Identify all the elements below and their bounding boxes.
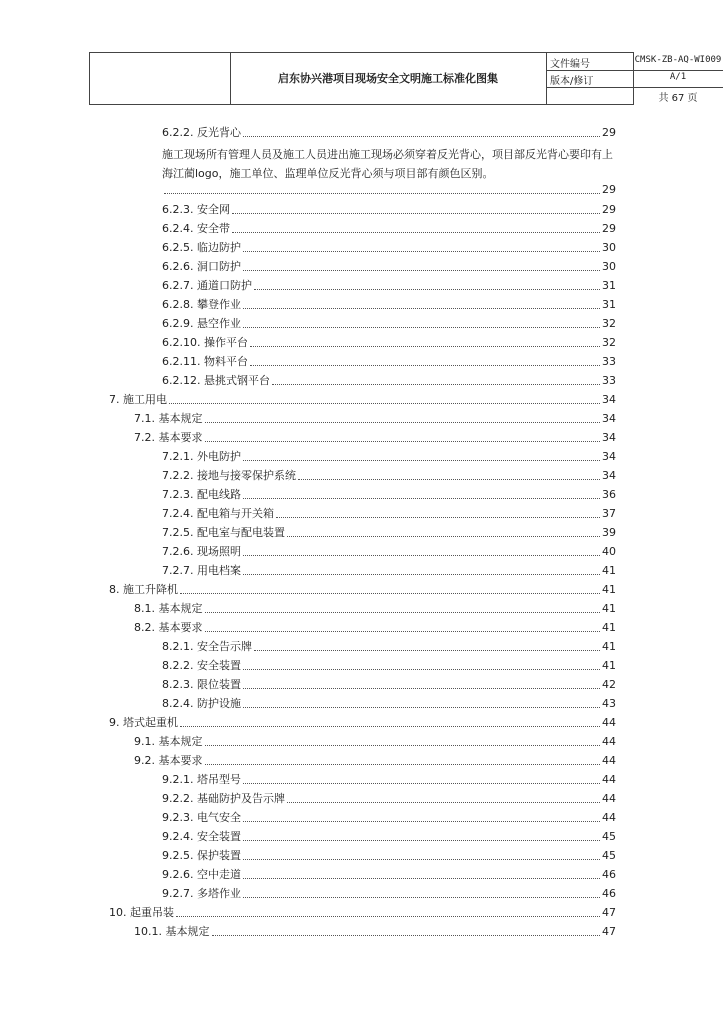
toc-dot-leader [176,915,600,917]
logo-cell [90,53,231,104]
toc-entry-title: 7.2.3. 配电线路 [162,488,241,501]
toc-entry-title: 6.2.8. 攀登作业 [162,298,241,311]
toc-entry[interactable] [134,410,616,426]
toc-entry-title: 7.2.1. 外电防护 [162,450,241,463]
toc-entry[interactable] [162,181,616,197]
toc-entry[interactable] [162,771,616,787]
toc-entry[interactable] [162,296,616,312]
toc-entry[interactable] [162,448,616,464]
toc-dot-leader [243,782,600,784]
toc-entry[interactable] [162,372,616,388]
toc-page-number: 29 [602,183,616,196]
version-row [546,70,723,88]
toc-entry-title: 6.2.9. 悬空作业 [162,317,241,330]
toc-dot-leader [205,440,601,442]
toc-page-number: 47 [602,906,616,919]
document-title: 启东协兴港项目现场安全文明施工标准化图集 [278,71,498,85]
toc-page-number: 46 [602,887,616,900]
title-cell [230,53,547,104]
toc-entry-title: 10.1. 基本规定 [134,925,210,938]
toc-entry-title: 6.2.3. 安全网 [162,203,230,216]
toc-page-number: 45 [602,849,616,862]
toc-entry[interactable] [162,676,616,692]
toc-entry-title: 8.2.4. 防护设施 [162,697,241,710]
toc-entry-title: 7.2.6. 现场照明 [162,545,241,558]
toc-entry-title: 7.2.7. 用电档案 [162,564,241,577]
toc-entry-title: 7. 施工用电 [109,393,167,406]
toc-entry[interactable] [162,657,616,673]
toc-entry[interactable] [162,695,616,711]
toc-dot-leader [232,231,600,233]
toc-entry-title: 9.1. 基本规定 [134,735,203,748]
toc-entry-title: 9.2.4. 安全装置 [162,830,241,843]
doc-number-label: 文件编号 [550,59,590,70]
toc-page-number: 32 [602,336,616,349]
toc-dot-leader [287,535,600,537]
toc-page-number: 42 [602,678,616,691]
toc-entry-title: 8.2. 基本要求 [134,621,203,634]
meta-table [546,53,723,104]
toc-page-number: 31 [602,298,616,311]
toc-entry-title: 6.2.7. 通道口防护 [162,279,252,292]
toc-dot-leader [243,497,600,499]
toc-page-number: 45 [602,830,616,843]
toc-dot-leader [243,459,600,461]
toc-entry-title: 9.2.5. 保护装置 [162,849,241,862]
toc-entry-title: 8.2.1. 安全告示牌 [162,640,252,653]
toc-dot-leader [212,934,601,936]
toc-entry-title: 6.2.4. 安全带 [162,222,230,235]
toc-entry-title: 9.2.2. 基础防护及告示牌 [162,792,285,805]
toc-entry[interactable] [162,467,616,483]
toc-entry-title: 9.2.1. 塔吊型号 [162,773,241,786]
toc-page-number: 34 [602,469,616,482]
toc-page-number: 33 [602,355,616,368]
toc-page-number: 41 [602,564,616,577]
toc-entry[interactable] [162,790,616,806]
toc-page-number: 36 [602,488,616,501]
toc-entry[interactable] [162,486,616,502]
toc-entry[interactable] [162,562,616,578]
toc-entry[interactable] [162,315,616,331]
toc-dot-leader [243,706,600,708]
toc-entry[interactable] [162,124,616,140]
toc-entry[interactable] [162,866,616,882]
toc-entry[interactable] [162,353,616,369]
toc-page-number: 41 [602,659,616,672]
doc-number-value: CMSK-ZB-AQ-WI009 [634,55,722,65]
toc-entry-title: 7.2.4. 配电箱与开关箱 [162,507,274,520]
toc-page-number: 44 [602,792,616,805]
toc-dot-leader [243,135,600,137]
toc-entry-title: 6.2.5. 临边防护 [162,241,241,254]
toc-entry[interactable] [109,391,616,407]
toc-entry[interactable] [134,752,616,768]
toc-entry-title: 8. 施工升降机 [109,583,178,596]
toc-entry[interactable] [162,505,616,521]
toc-entry[interactable] [162,220,616,236]
toc-entry-title: 6.2.2. 反光背心 [162,126,241,139]
toc-dot-leader [243,326,600,328]
toc-dot-leader [243,250,600,252]
toc-entry-title: 9.2.3. 电气安全 [162,811,241,824]
toc-entry[interactable] [109,714,616,730]
toc-entry[interactable] [162,239,616,255]
toc-page-number: 34 [602,431,616,444]
toc-page-number: 34 [602,393,616,406]
toc-entry[interactable] [162,277,616,293]
toc-entry-title: 6.2.12. 悬挑式钢平台 [162,374,270,387]
toc-dot-leader [276,516,600,518]
toc-dot-leader [298,478,600,480]
toc-dot-leader [243,839,600,841]
toc-dot-leader [205,744,601,746]
toc-entry-title: 9. 塔式起重机 [109,716,178,729]
toc-page-number: 44 [602,754,616,767]
toc-dot-leader [243,573,600,575]
version-value: A/1 [669,72,687,82]
toc-entry-title: 6.2.10. 操作平台 [162,336,248,349]
toc-page-number: 30 [602,260,616,273]
toc-entry-title: 7.1. 基本规定 [134,412,203,425]
toc-dot-leader [243,687,600,689]
version-label: 版本/修订 [550,76,594,87]
toc-dot-leader [243,896,600,898]
toc-entry-title: 6.2.11. 物料平台 [162,355,248,368]
toc-entry[interactable] [134,600,616,616]
toc-entry-title: 8.1. 基本规定 [134,602,203,615]
toc-entry-title: 10. 起重吊装 [109,906,174,919]
toc-entry[interactable] [162,828,616,844]
toc-dot-leader [243,877,600,879]
toc-dot-leader [164,192,600,194]
toc-dot-leader [243,820,600,822]
toc-page-number: 44 [602,716,616,729]
toc-entry[interactable] [134,619,616,635]
toc-entry[interactable] [162,847,616,863]
toc-page-number: 41 [602,602,616,615]
toc-entry-title: 9.2.6. 空中走道 [162,868,241,881]
toc-page-number: 32 [602,317,616,330]
toc-page-number: 41 [602,583,616,596]
toc-dot-leader [272,383,600,385]
toc-dot-leader [180,592,600,594]
toc-dot-leader [243,307,600,309]
toc-entry-title: 7.2.5. 配电室与配电装置 [162,526,285,539]
doc-number-row [546,53,723,71]
toc-dot-leader [287,801,600,803]
toc-entry[interactable] [162,885,616,901]
toc-entry[interactable] [134,429,616,445]
toc-page-number: 29 [602,222,616,235]
toc-page-number: 46 [602,868,616,881]
toc-entry[interactable] [162,524,616,540]
toc-dot-leader [205,763,601,765]
toc-entry[interactable] [162,201,616,217]
toc-entry-title: 8.2.2. 安全装置 [162,659,241,672]
toc-page-number: 40 [602,545,616,558]
toc-dot-leader [243,554,600,556]
toc-page-number: 33 [602,374,616,387]
toc-page-number: 31 [602,279,616,292]
toc-page-number: 30 [602,241,616,254]
toc-dot-leader [250,364,600,366]
toc-entry-title: 6.2.6. 洞口防护 [162,260,241,273]
toc-page-number: 44 [602,811,616,824]
toc-entry[interactable] [162,543,616,559]
toc-page-number: 47 [602,925,616,938]
toc-page-number: 39 [602,526,616,539]
toc-page-number: 37 [602,507,616,520]
toc-page-number: 44 [602,735,616,748]
toc-dot-leader [205,630,601,632]
toc-page-number: 44 [602,773,616,786]
toc-dot-leader [250,345,600,347]
cell-divider [633,53,634,87]
toc-entry[interactable] [162,334,616,350]
toc-dot-leader [180,725,600,727]
reflective-vest-paragraph: 施工现场所有管理人员及施工人员进出施工现场必须穿着反光背心，项目部反光背心要印有上海江蔺logo，施工单位、监理单位反光背心须与项目部有颜色区别。 [162,148,613,180]
toc-entry[interactable] [162,638,616,654]
toc-page-number: 41 [602,640,616,653]
toc-page-number: 29 [602,203,616,216]
toc-page-number: 41 [602,621,616,634]
toc-dot-leader [169,402,600,404]
toc-entry[interactable] [134,733,616,749]
toc-entry-title: 9.2. 基本要求 [134,754,203,767]
toc-dot-leader [205,421,601,423]
toc-entry[interactable] [162,258,616,274]
toc-dot-leader [232,212,600,214]
toc-dot-leader [254,649,600,651]
toc-page-number: 43 [602,697,616,710]
document-header [89,52,722,105]
toc-entry-title: 9.2.7. 多塔作业 [162,887,241,900]
toc-entry[interactable] [109,581,616,597]
toc-dot-leader [205,611,601,613]
toc-entry[interactable] [162,809,616,825]
toc-page-number: 29 [602,126,616,139]
toc-entry-title: 7.2. 基本要求 [134,431,203,444]
toc-page-number: 34 [602,412,616,425]
toc-dot-leader [243,269,600,271]
toc-dot-leader [243,858,600,860]
toc-entry[interactable] [134,923,616,939]
toc-entry-title: 7.2.2. 接地与接零保护系统 [162,469,296,482]
toc-entry-title: 8.2.3. 限位装置 [162,678,241,691]
toc-dot-leader [254,288,600,290]
toc-page-number: 34 [602,450,616,463]
toc-entry[interactable] [109,904,616,920]
toc-dot-leader [243,668,600,670]
total-pages: 共 67 页 [658,93,698,104]
